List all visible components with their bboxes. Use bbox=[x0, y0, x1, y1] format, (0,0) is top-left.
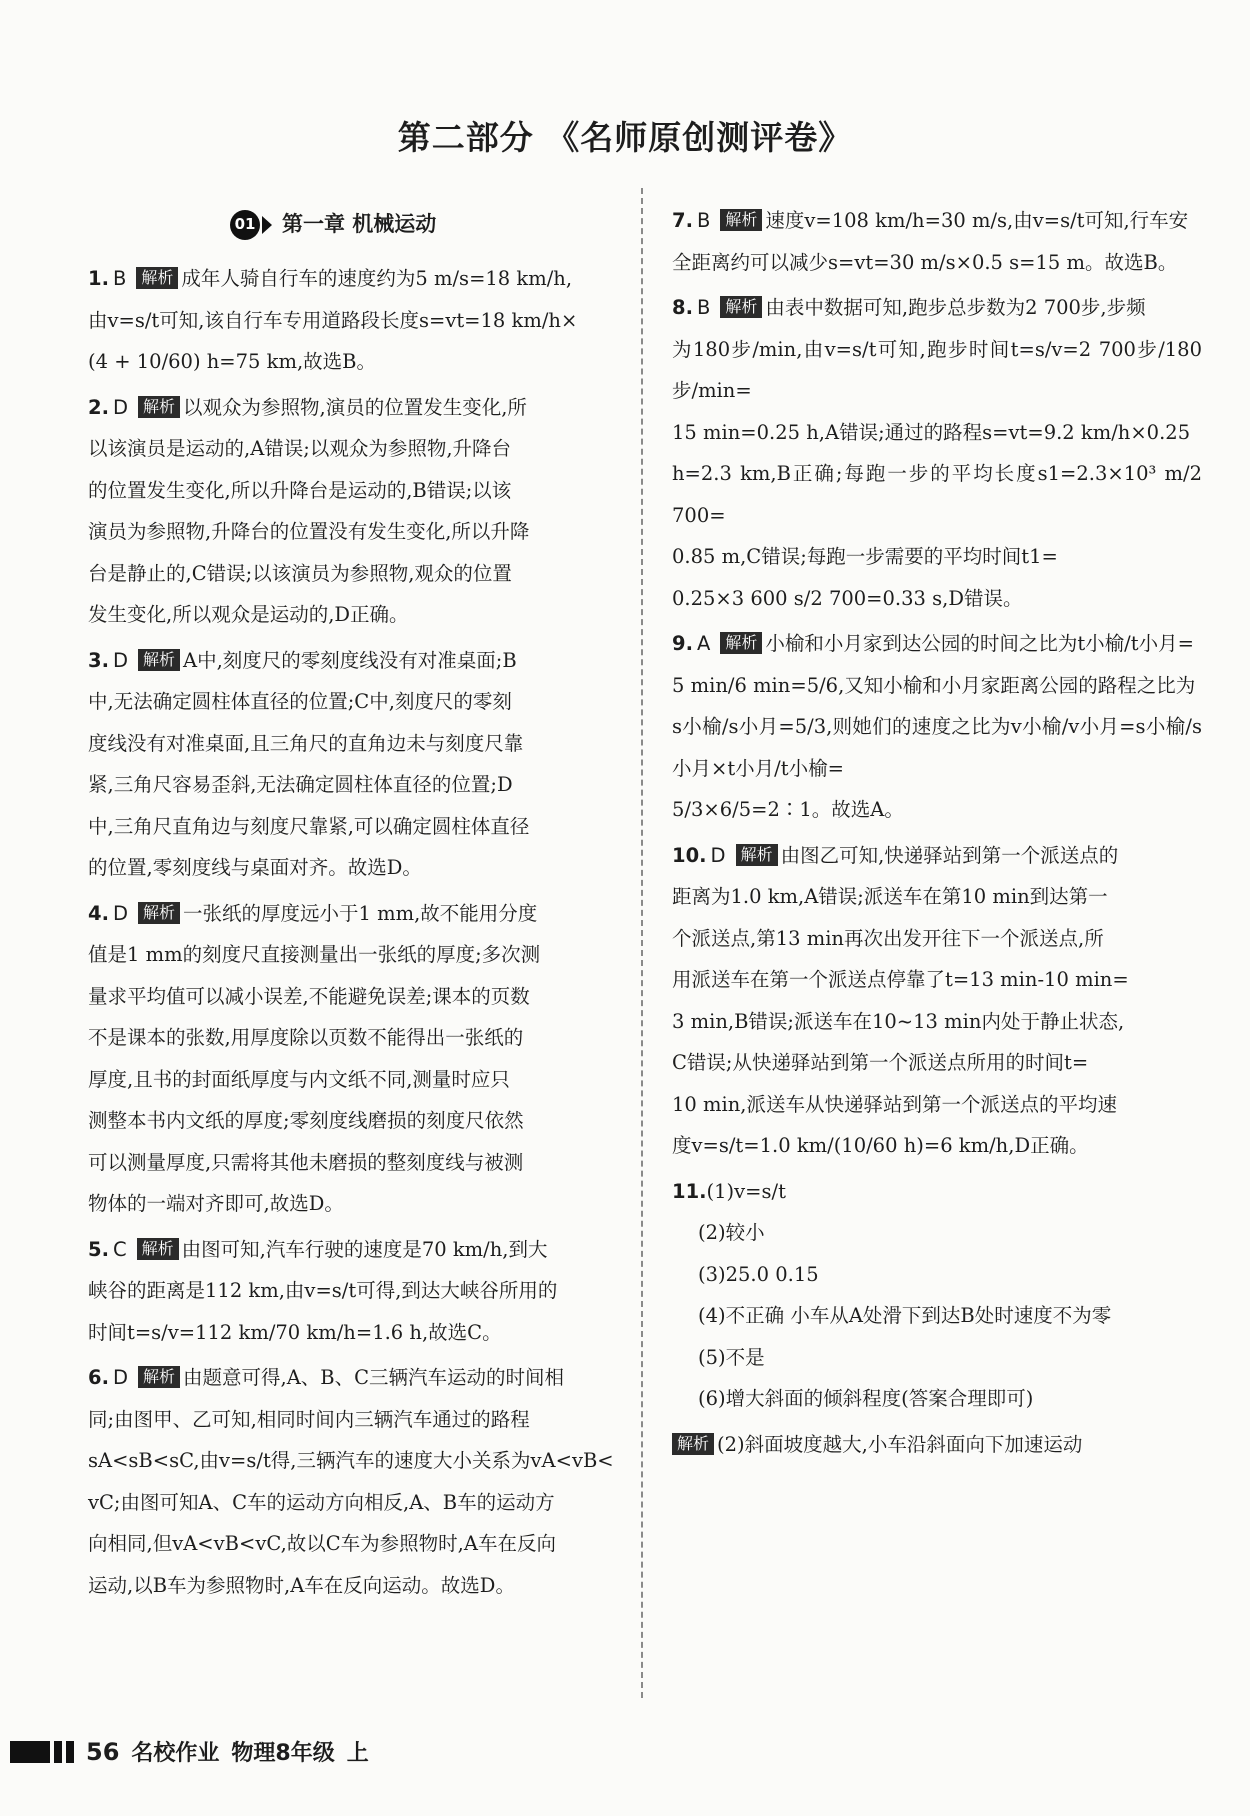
question-item bbox=[88, 1229, 623, 1354]
chapter-title: 第一章 机械运动 bbox=[282, 212, 437, 237]
question-text: 发生变化,所以观众是运动的,D正确。 bbox=[88, 603, 409, 626]
question-text: (3)25.0 0.15 bbox=[698, 1262, 819, 1286]
question-text: 由v=s/t可知,该自行车专用道路段长度s=vt=18 km/h× bbox=[88, 308, 578, 332]
question-number: 10. bbox=[672, 843, 707, 867]
question-text: 值是1 mm的刻度尺直接测量出一张纸的厚度;多次测 bbox=[88, 943, 541, 966]
question-item bbox=[672, 623, 1202, 831]
question-line bbox=[672, 835, 1202, 877]
q11-analysis-text: (2)斜面坡度越大,小车沿斜面向下加速运动 bbox=[717, 1432, 1083, 1456]
chapter-arrow-icon bbox=[262, 216, 272, 234]
question-text: 时间t=s/v=112 km/70 km/h=1.6 h,故选C。 bbox=[88, 1320, 502, 1344]
question-line bbox=[88, 341, 623, 383]
question-item bbox=[88, 640, 623, 889]
question-line bbox=[88, 1440, 623, 1482]
answer-letter: B bbox=[112, 267, 127, 290]
question-text: h=2.3 km,B正确;每跑一步的平均长度s1=2.3×10³ m/2 700= bbox=[672, 462, 1202, 527]
question-line bbox=[672, 876, 1202, 918]
question-line bbox=[672, 412, 1202, 454]
question-text: 台是静止的,C错误;以该演员为参照物,观众的位置 bbox=[88, 561, 512, 585]
question-text: 的位置,零刻度线与桌面对齐。故选D。 bbox=[88, 856, 422, 879]
question-text: (1)v=s/t bbox=[706, 1179, 786, 1203]
question-number: 3. bbox=[88, 648, 109, 672]
question-text: (6)增大斜面的倾斜程度(答案合理即可) bbox=[698, 1387, 1034, 1410]
q11-analysis bbox=[672, 1424, 1202, 1466]
question-line bbox=[672, 665, 1202, 707]
question-text: 物体的一端对齐即可,故选D。 bbox=[88, 1192, 344, 1215]
question-text: 运动,以B车为参照物时,A车在反向运动。故选D。 bbox=[88, 1573, 515, 1597]
analysis-tag: 解析 bbox=[138, 902, 180, 924]
question-line bbox=[88, 428, 623, 470]
question-item bbox=[672, 1171, 1202, 1420]
question-line bbox=[88, 934, 623, 976]
question-line bbox=[672, 536, 1202, 578]
question-text: 演员为参照物,升降台的位置没有发生变化,所以升降 bbox=[88, 520, 530, 543]
question-text: vC;由图可知A、C车的运动方向相反,A、B车的运动方 bbox=[88, 1490, 555, 1514]
question-text: C错误;从快递驿站到第一个派送点所用的时间t= bbox=[672, 1051, 1089, 1074]
question-line bbox=[88, 1565, 623, 1607]
question-text: 量求平均值可以减小误差,不能避免误差;课本的页数 bbox=[88, 984, 530, 1008]
question-text: 度v=s/t=1.0 km/(10/60 h)=6 km/h,D正确。 bbox=[672, 1134, 1089, 1157]
question-text: 峡谷的距离是112 km,由v=s/t可得,到达大峡谷所用的 bbox=[88, 1279, 558, 1302]
question-text: 成年人骑自行车的速度约为5 m/s=18 km/h, bbox=[181, 267, 573, 290]
question-line bbox=[672, 1295, 1202, 1337]
question-number: 9. bbox=[672, 632, 693, 655]
question-line bbox=[88, 681, 623, 723]
question-line bbox=[672, 1254, 1202, 1296]
question-line bbox=[672, 789, 1202, 831]
question-text: sA<sB<sC,由v=s/t得,三辆汽车的速度大小关系为vA<vB< bbox=[88, 1449, 614, 1472]
analysis-tag: 解析 bbox=[138, 396, 180, 418]
analysis-tag: 解析 bbox=[736, 844, 778, 866]
question-text: 5 min/6 min=5/6,又知小榆和小月家距离公园的路程之比为 bbox=[672, 673, 1196, 697]
question-line bbox=[672, 1084, 1202, 1126]
question-text: 向相同,但vA<vB<vC,故以C车为参照物时,A车在反向 bbox=[88, 1532, 556, 1555]
question-line bbox=[672, 706, 1202, 789]
right-question-list bbox=[672, 200, 1202, 1420]
page-footer bbox=[10, 1736, 369, 1767]
question-item bbox=[88, 387, 623, 636]
question-text: 15 min=0.25 h,A错误;通过的路程s=vt=9.2 km/h×0.25 bbox=[672, 420, 1191, 444]
answer-letter: B bbox=[696, 296, 711, 319]
analysis-tag: 解析 bbox=[720, 209, 762, 231]
question-line bbox=[672, 1125, 1202, 1167]
question-line bbox=[88, 300, 623, 342]
question-text: (5)不是 bbox=[698, 1345, 765, 1369]
left-question-list bbox=[88, 258, 623, 1606]
question-text: s小榆/s小月=5/3,则她们的速度之比为v小榆/v小月=s小榆/s小月×t小月/t小榆= bbox=[672, 715, 1202, 780]
question-line bbox=[88, 387, 623, 429]
question-text: 中,无法确定圆柱体直径的位置;C中,刻度尺的零刻 bbox=[88, 690, 512, 713]
question-text: 同;由图甲、乙可知,相同时间内三辆汽车通过的路程 bbox=[88, 1407, 530, 1431]
footer-bars-icon bbox=[10, 1741, 74, 1763]
question-line bbox=[672, 287, 1202, 329]
question-number: 11. bbox=[672, 1179, 707, 1203]
question-item bbox=[88, 258, 623, 383]
subject-grade: 物理8年级 bbox=[231, 1741, 335, 1766]
book-name: 名校作业 bbox=[131, 1741, 220, 1766]
question-line bbox=[672, 242, 1202, 284]
question-text: 小榆和小月家到达公园的时间之比为t小榆/t小月= bbox=[765, 632, 1194, 655]
question-line bbox=[88, 847, 623, 889]
question-text: 以观众为参照物,演员的位置发生变化,所 bbox=[183, 395, 527, 419]
question-line bbox=[88, 1142, 623, 1184]
question-line bbox=[672, 959, 1202, 1001]
question-text: 用派送车在第一个派送点停靠了t=13 min-10 min= bbox=[672, 968, 1129, 991]
question-line bbox=[88, 1399, 623, 1441]
question-text: 可以测量厚度,只需将其他未磨损的整刻度线与被测 bbox=[88, 1150, 524, 1174]
answer-letter: D bbox=[112, 395, 128, 419]
question-text: 为180步/min,由v=s/t可知,跑步时间t=s/v=2 700步/180步/min= bbox=[672, 337, 1202, 402]
question-line bbox=[88, 258, 623, 300]
question-text: 10 min,派送车从快递驿站到第一个派送点的平均速 bbox=[672, 1092, 1117, 1116]
answer-letter: B bbox=[696, 209, 711, 232]
question-text: 由图乙可知,快递驿站到第一个派送点的 bbox=[780, 843, 1119, 867]
answer-letter: D bbox=[112, 648, 128, 672]
analysis-tag: 解析 bbox=[138, 1366, 180, 1388]
volume: 上 bbox=[346, 1741, 369, 1766]
question-number: 1. bbox=[88, 267, 109, 290]
question-text: 一张纸的厚度远小于1 mm,故不能用分度 bbox=[183, 901, 538, 925]
page-title: 第二部分 《名师原创测评卷》 bbox=[397, 118, 853, 157]
analysis-tag: 解析 bbox=[138, 649, 180, 671]
question-line bbox=[672, 1001, 1202, 1043]
question-item bbox=[672, 287, 1202, 619]
question-text: A中,刻度尺的零刻度线没有对准桌面;B bbox=[183, 648, 517, 672]
question-text: 由图可知,汽车行驶的速度是70 km/h,到大 bbox=[181, 1237, 548, 1261]
question-item bbox=[672, 200, 1202, 283]
question-text: 个派送点,第13 min再次出发开往下一个派送点,所 bbox=[672, 926, 1104, 950]
question-line bbox=[672, 329, 1202, 412]
question-text: 0.25×3 600 s/2 700=0.33 s,D错误。 bbox=[672, 586, 1023, 610]
question-line bbox=[672, 918, 1202, 960]
question-text: 测整本书内文纸的厚度;零刻度线磨损的刻度尺依然 bbox=[88, 1109, 524, 1132]
question-line bbox=[88, 1100, 623, 1142]
analysis-tag: 解析 bbox=[720, 296, 762, 318]
right-column bbox=[672, 200, 1202, 1469]
question-line bbox=[88, 1017, 623, 1059]
question-line bbox=[88, 976, 623, 1018]
question-line bbox=[88, 470, 623, 512]
question-line bbox=[88, 1357, 623, 1399]
question-line bbox=[672, 623, 1202, 665]
question-number: 4. bbox=[88, 901, 109, 925]
question-line bbox=[88, 1312, 623, 1354]
analysis-tag: 解析 bbox=[720, 632, 762, 654]
column-divider bbox=[641, 188, 643, 1698]
question-line bbox=[672, 1337, 1202, 1379]
question-line bbox=[88, 511, 623, 553]
question-text: (4)不正确 小车从A处滑下到达B处时速度不为零 bbox=[698, 1304, 1112, 1327]
question-text: 3 min,B错误;派送车在10~13 min内处于静止状态, bbox=[672, 1009, 1125, 1033]
question-text: 速度v=108 km/h=30 m/s,由v=s/t可知,行车安 bbox=[765, 209, 1189, 232]
question-item bbox=[88, 1357, 623, 1606]
question-line bbox=[672, 1042, 1202, 1084]
question-line bbox=[88, 553, 623, 595]
question-line bbox=[672, 453, 1202, 536]
question-text: 度线没有对准桌面,且三角尺的直角边未与刻度尺靠 bbox=[88, 731, 524, 755]
question-number: 7. bbox=[672, 209, 693, 232]
question-text: 5/3×6/5=2∶1。故选A。 bbox=[672, 798, 904, 821]
analysis-tag: 解析 bbox=[672, 1433, 714, 1455]
question-line bbox=[88, 893, 623, 935]
question-item bbox=[672, 835, 1202, 1167]
analysis-tag: 解析 bbox=[136, 267, 178, 289]
question-text: 由题意可得,A、B、C三辆汽车运动的时间相 bbox=[183, 1366, 565, 1389]
question-line bbox=[672, 1171, 1202, 1213]
question-text: 0.85 m,C错误;每跑一步需要的平均时间t1= bbox=[672, 545, 1058, 568]
answer-letter: D bbox=[112, 901, 128, 925]
answer-letter: D bbox=[710, 843, 726, 867]
chapter-badge: 01 bbox=[230, 210, 260, 240]
answer-letter: A bbox=[696, 632, 711, 655]
question-line bbox=[88, 1270, 623, 1312]
question-line bbox=[88, 1059, 623, 1101]
question-text: 中,三角尺直角边与刻度尺靠紧,可以确定圆柱体直径 bbox=[88, 814, 530, 838]
question-number: 8. bbox=[672, 296, 693, 319]
question-line bbox=[672, 200, 1202, 242]
question-number: 2. bbox=[88, 395, 109, 419]
question-item bbox=[88, 893, 623, 1225]
question-line bbox=[88, 723, 623, 765]
answer-letter: D bbox=[112, 1366, 128, 1389]
answer-letter: C bbox=[112, 1237, 127, 1261]
question-line bbox=[672, 578, 1202, 620]
question-line bbox=[672, 1378, 1202, 1420]
question-line bbox=[88, 1482, 623, 1524]
left-column bbox=[88, 200, 623, 1610]
question-line bbox=[88, 1183, 623, 1225]
question-number: 5. bbox=[88, 1237, 109, 1261]
question-line bbox=[88, 594, 623, 636]
question-line bbox=[88, 1523, 623, 1565]
question-text: 全距离约可以减少s=vt=30 m/s×0.5 s=15 m。故选B。 bbox=[672, 250, 1178, 274]
page-number: 56 bbox=[86, 1737, 120, 1766]
question-line bbox=[672, 1212, 1202, 1254]
question-text: 不是课本的张数,用厚度除以页数不能得出一张纸的 bbox=[88, 1026, 524, 1049]
question-text: (2)较小 bbox=[698, 1221, 765, 1244]
question-text: 厚度,且书的封面纸厚度与内文纸不同,测量时应只 bbox=[88, 1067, 510, 1091]
question-line bbox=[88, 764, 623, 806]
chapter-heading bbox=[230, 200, 623, 250]
analysis-tag: 解析 bbox=[137, 1238, 179, 1260]
question-text: 由表中数据可知,跑步总步数为2 700步,步频 bbox=[765, 296, 1146, 319]
question-line bbox=[88, 640, 623, 682]
question-text: 的位置发生变化,所以升降台是运动的,B错误;以该 bbox=[88, 478, 512, 502]
question-text: 紧,三角尺容易歪斜,无法确定圆柱体直径的位置;D bbox=[88, 773, 513, 796]
question-line bbox=[88, 1229, 623, 1271]
question-text: (4 + 10/60) h=75 km,故选B。 bbox=[88, 350, 376, 373]
question-text: 以该演员是运动的,A错误;以观众为参照物,升降台 bbox=[88, 437, 512, 460]
question-number: 6. bbox=[88, 1366, 109, 1389]
question-line bbox=[88, 806, 623, 848]
question-text: 距离为1.0 km,A错误;派送车在第10 min到达第一 bbox=[672, 885, 1108, 908]
